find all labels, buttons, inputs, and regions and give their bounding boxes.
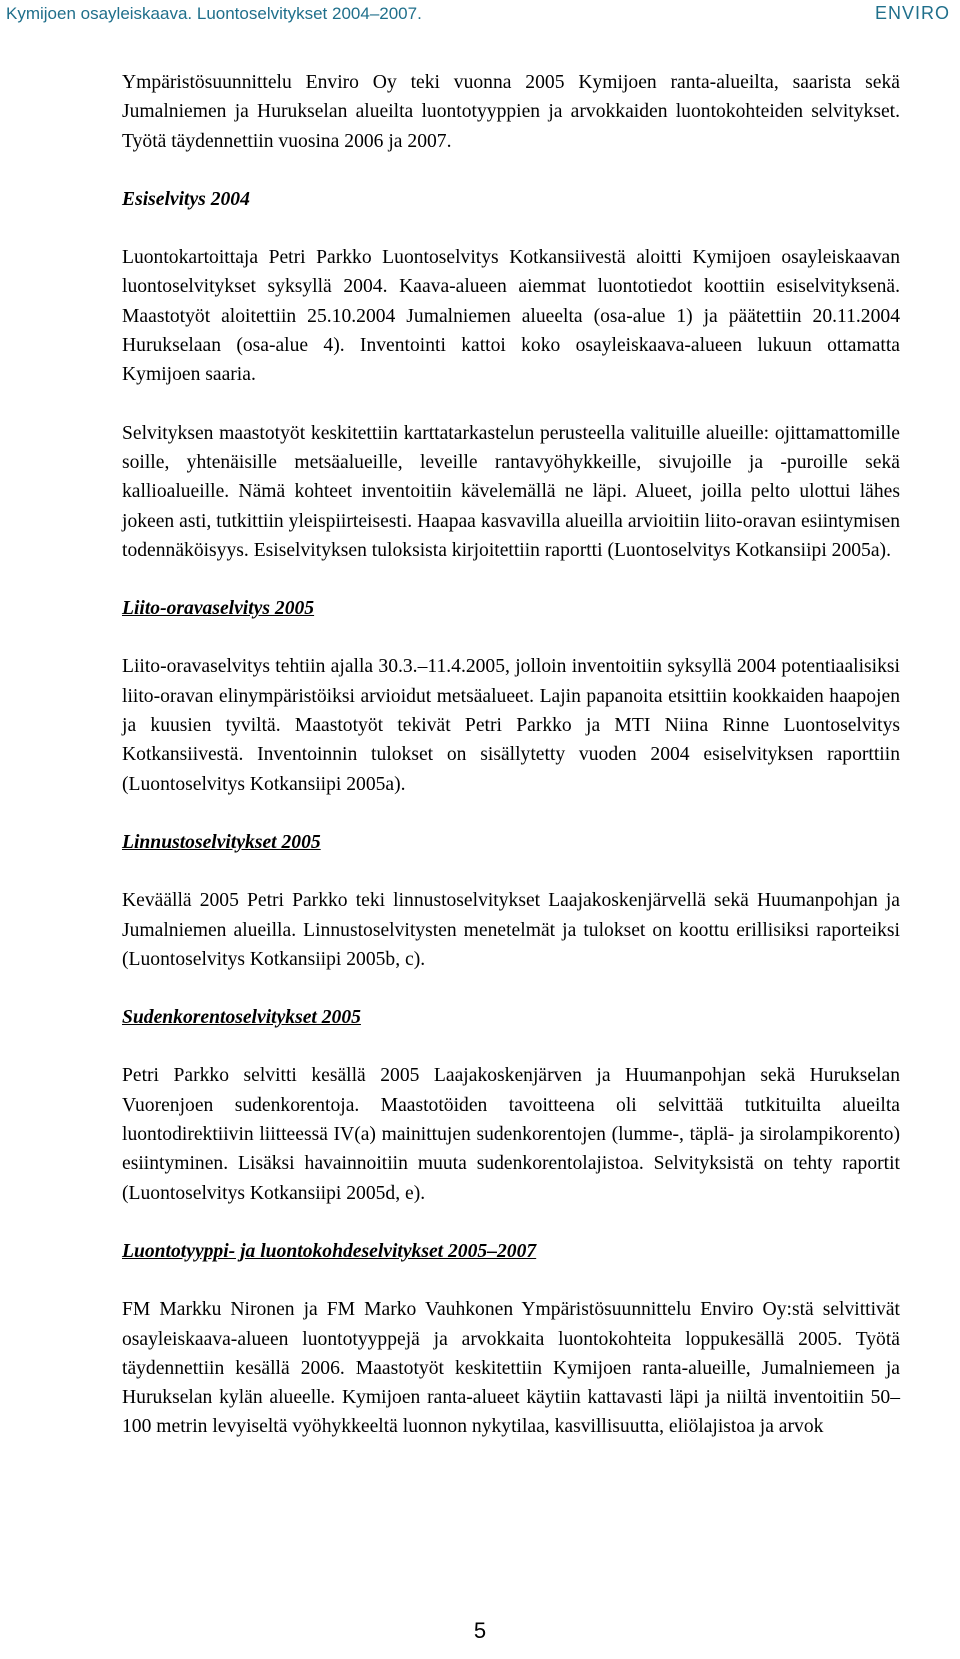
heading-liito-orava: Liito-oravaselvitys 2005 (122, 598, 315, 620)
logo-text: ENVIRO (874, 3, 950, 23)
page-number: 5 (473, 1618, 487, 1643)
heading-esiselvitys: Esiselvitys 2004 (122, 188, 250, 210)
heading-linnusto: Linnustoselvitykset 2005 (122, 831, 321, 853)
page-header (0, 0, 960, 30)
header-title: Kymijoen osayleiskaava. Luontoselvitykset 2004–2007. (6, 4, 422, 23)
paragraph: FM Markku Nironen ja FM Marko Vauhkonen Ympäristösuunnittelu Enviro Oy:stä selvittivät osayleiskaava-alueen luontotyyppejä ja arvokkaita luontokohteita loppukesällä 2005. Työtä täydennettiin kesällä 2006. Maastotyöt keskitettiin Kymijoen ranta-alueille, Jumalniemeen ja Hurukselan kylän alueelle. Kymijoen ranta-alueet käytiin kattavasti läpi ja niiltä inventoitiin 50–100 metrin levyiseltä vyöhykkeeltä luonnon nykytilaa, kasvillisuutta, eliölajistoa ja arvok (122, 1299, 900, 1438)
paragraph: Selvityksen maastotyöt keskitettiin karttatarkastelun perusteella valituille alueille: ojittamattomille soille, yhtenäisille metsäalueille, leveille rantavyöhykkeille, sivujoille ja -puroille sekä kallioalueille. Nämä kohteet inventoitiin kävelemällä ne läpi. Alueet, joilla pelto ulottui lähes jokeen asti, tutkittiin yleispiirteisesti. Haapaa kasvavilla alueilla arvioitiin liito-oravan esiintymisen todennäköisyys. Esiselvityksen tuloksista kirjoitettiin raportti (Luontoselvitys Kotkansiipi 2005a). (122, 422, 900, 561)
paragraph: Petri Parkko selvitti kesällä 2005 Laajakoskenjärven ja Huumanpohjan sekä Hurukselan Vuorenjoen sudenkorentoja. Maastotöiden tavoitteena oli selvittää tutkituilta alueilta luontodirektiivin liitteessä IV(a) mainittujen sudenkorentojen (lumme-, täplä- ja sirolampikorento) esiintyminen. Lisäksi havainnoitiin muuta sudenkorentolajistoa. Selvityksistä on tehty raportit (Luontoselvitys Kotkansiipi 2005d, e). (122, 1065, 900, 1204)
enviro-logo (875, 3, 950, 24)
paragraph: Liito-oravaselvitys tehtiin ajalla 30.3.–11.4.2005, jolloin inventoitiin syksyllä 2004 potentiaalisiksi liito-oravan elinympäristöiksi arvioidut metsäalueet. Lajin papanoita etsittiin kookkaiden haapojen ja kuusien tyviltä. Maastotyöt tekivät Petri Parkko ja MTI Niina Rinne Luontoselvitys Kotkansiivestä. Inventoinnin tulokset on sisällytetty vuoden 2004 esiselvityksen raporttiin (Luontoselvitys Kotkansiipi 2005a). (122, 656, 900, 795)
document-body (122, 68, 900, 1471)
intro-paragraph: Ympäristösuunnittelu Enviro Oy teki vuonna 2005 Kymijoen ranta-alueilta, saarista sekä Jumalniemen ja Hurukselan alueilta luontotyyppien ja arvokkaiden luontokohteiden selvitykset. Työtä täydennettiin vuosina 2006 ja 2007. (122, 72, 900, 152)
paragraph: Keväällä 2005 Petri Parkko teki linnustoselvitykset Laajakoskenjärvellä sekä Huumanpohjan ja Jumalniemen alueilla. Linnustoselvitysten menetelmät ja tulokset on koottu erillisiksi raporteiksi (Luontoselvitys Kotkansiipi 2005b, c). (122, 890, 900, 970)
heading-sudenkorento: Sudenkorentoselvitykset 2005 (122, 1007, 361, 1029)
heading-luontotyyppi: Luontotyyppi- ja luontokohdeselvitykset 2005–2007 (122, 1240, 537, 1262)
paragraph: Luontokartoittaja Petri Parkko Luontoselvitys Kotkansiivestä aloitti Kymijoen osayleiskaavan luontoselvitykset syksyllä 2004. Kaava-alueen aiemmat luontotiedot koottiin esiselvityksenä. Maastotyöt aloitettiin 25.10.2004 Jumalniemen alueelta (osa-alue 1) ja päätettiin 20.11.2004 Hurukselaan (osa-alue 4). Inventointi kattoi koko osayleiskaava-alueen lukuun ottamatta Kymijoen saaria. (122, 247, 900, 386)
